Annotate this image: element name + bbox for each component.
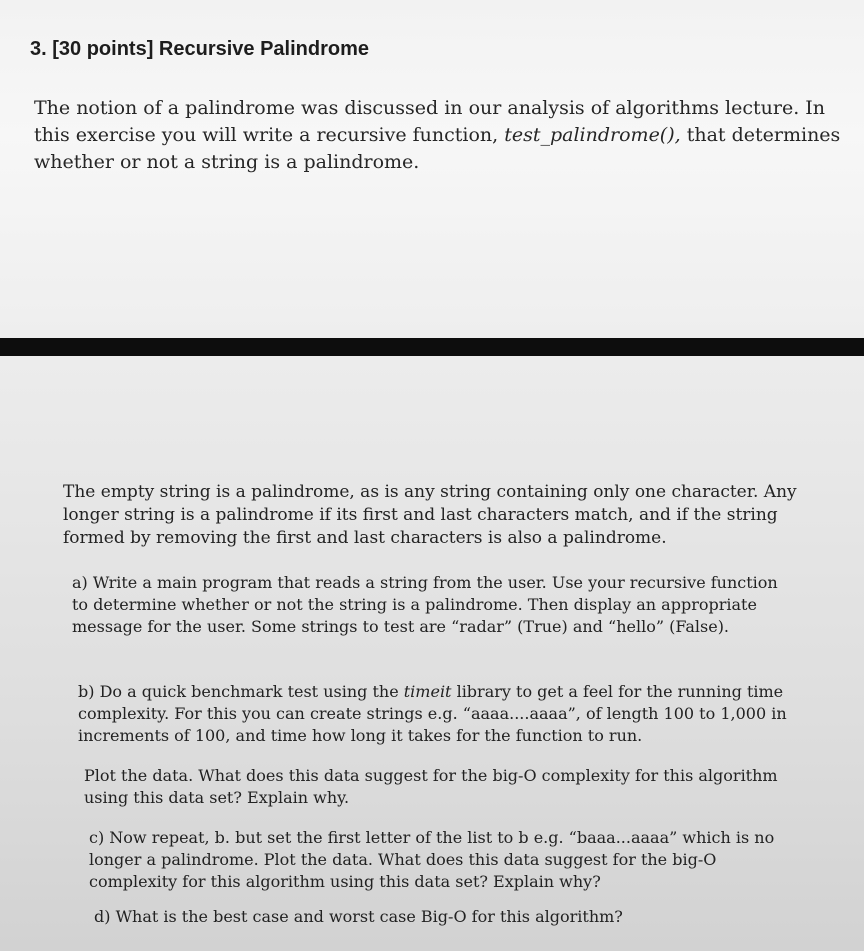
part-c: c) Now repeat, b. but set the first letter of the list to b e.g. “baaa...aaaa” which is no longer a palindrome. Plot the data. What does this data suggest for the big-O complexity for this algorithm using this data set? Explain why? [89,828,775,891]
part-b [78,681,798,747]
screen-divider-bar [0,338,864,356]
palindrome-definition: The empty string is a palindrome, as is any string containing only one character. Any longer string is a palindrome if its first and last characters match, and if the string formed by removing the first and last characters is also a palindrome. [63,482,797,548]
part-a: a) Write a main program that reads a string from the user. Use your recursive function to determine whether or not the string is a palindrome. Then display an appropriate message for the user. Some strings to test are “radar” (True) and “hello” (False). [72,573,778,636]
function-name: test_palindrome(), [504,124,681,146]
plot-question: Plot the data. What does this data suggest for the big-O complexity for this algorithm using this data set? Explain why. [84,766,778,807]
intro-paragraph [34,95,844,176]
timeit-library-name: timeit [403,682,452,701]
intro-text-end: that determines whether or not a string is a palindrome. [34,124,841,173]
part-b-text-end: library to get a feel for the running time complexity. For this you can create strings e.g. “aaaa....aaaa”, of length 100 to 1,000 in increments of 100, and time how long it takes for the function to run. [78,682,787,745]
part-b-text-start: b) Do a quick benchmark test using the [78,682,404,701]
upper-page-region [0,0,864,338]
part-d: d) What is the best case and worst case Big-O for this algorithm? [94,907,623,926]
question-heading: 3. [30 points] Recursive Palindrome [30,38,369,60]
intro-text-start: The notion of a palindrome was discussed in our analysis of algorithms lecture. In this exercise you will write a recursive function, [34,97,826,146]
